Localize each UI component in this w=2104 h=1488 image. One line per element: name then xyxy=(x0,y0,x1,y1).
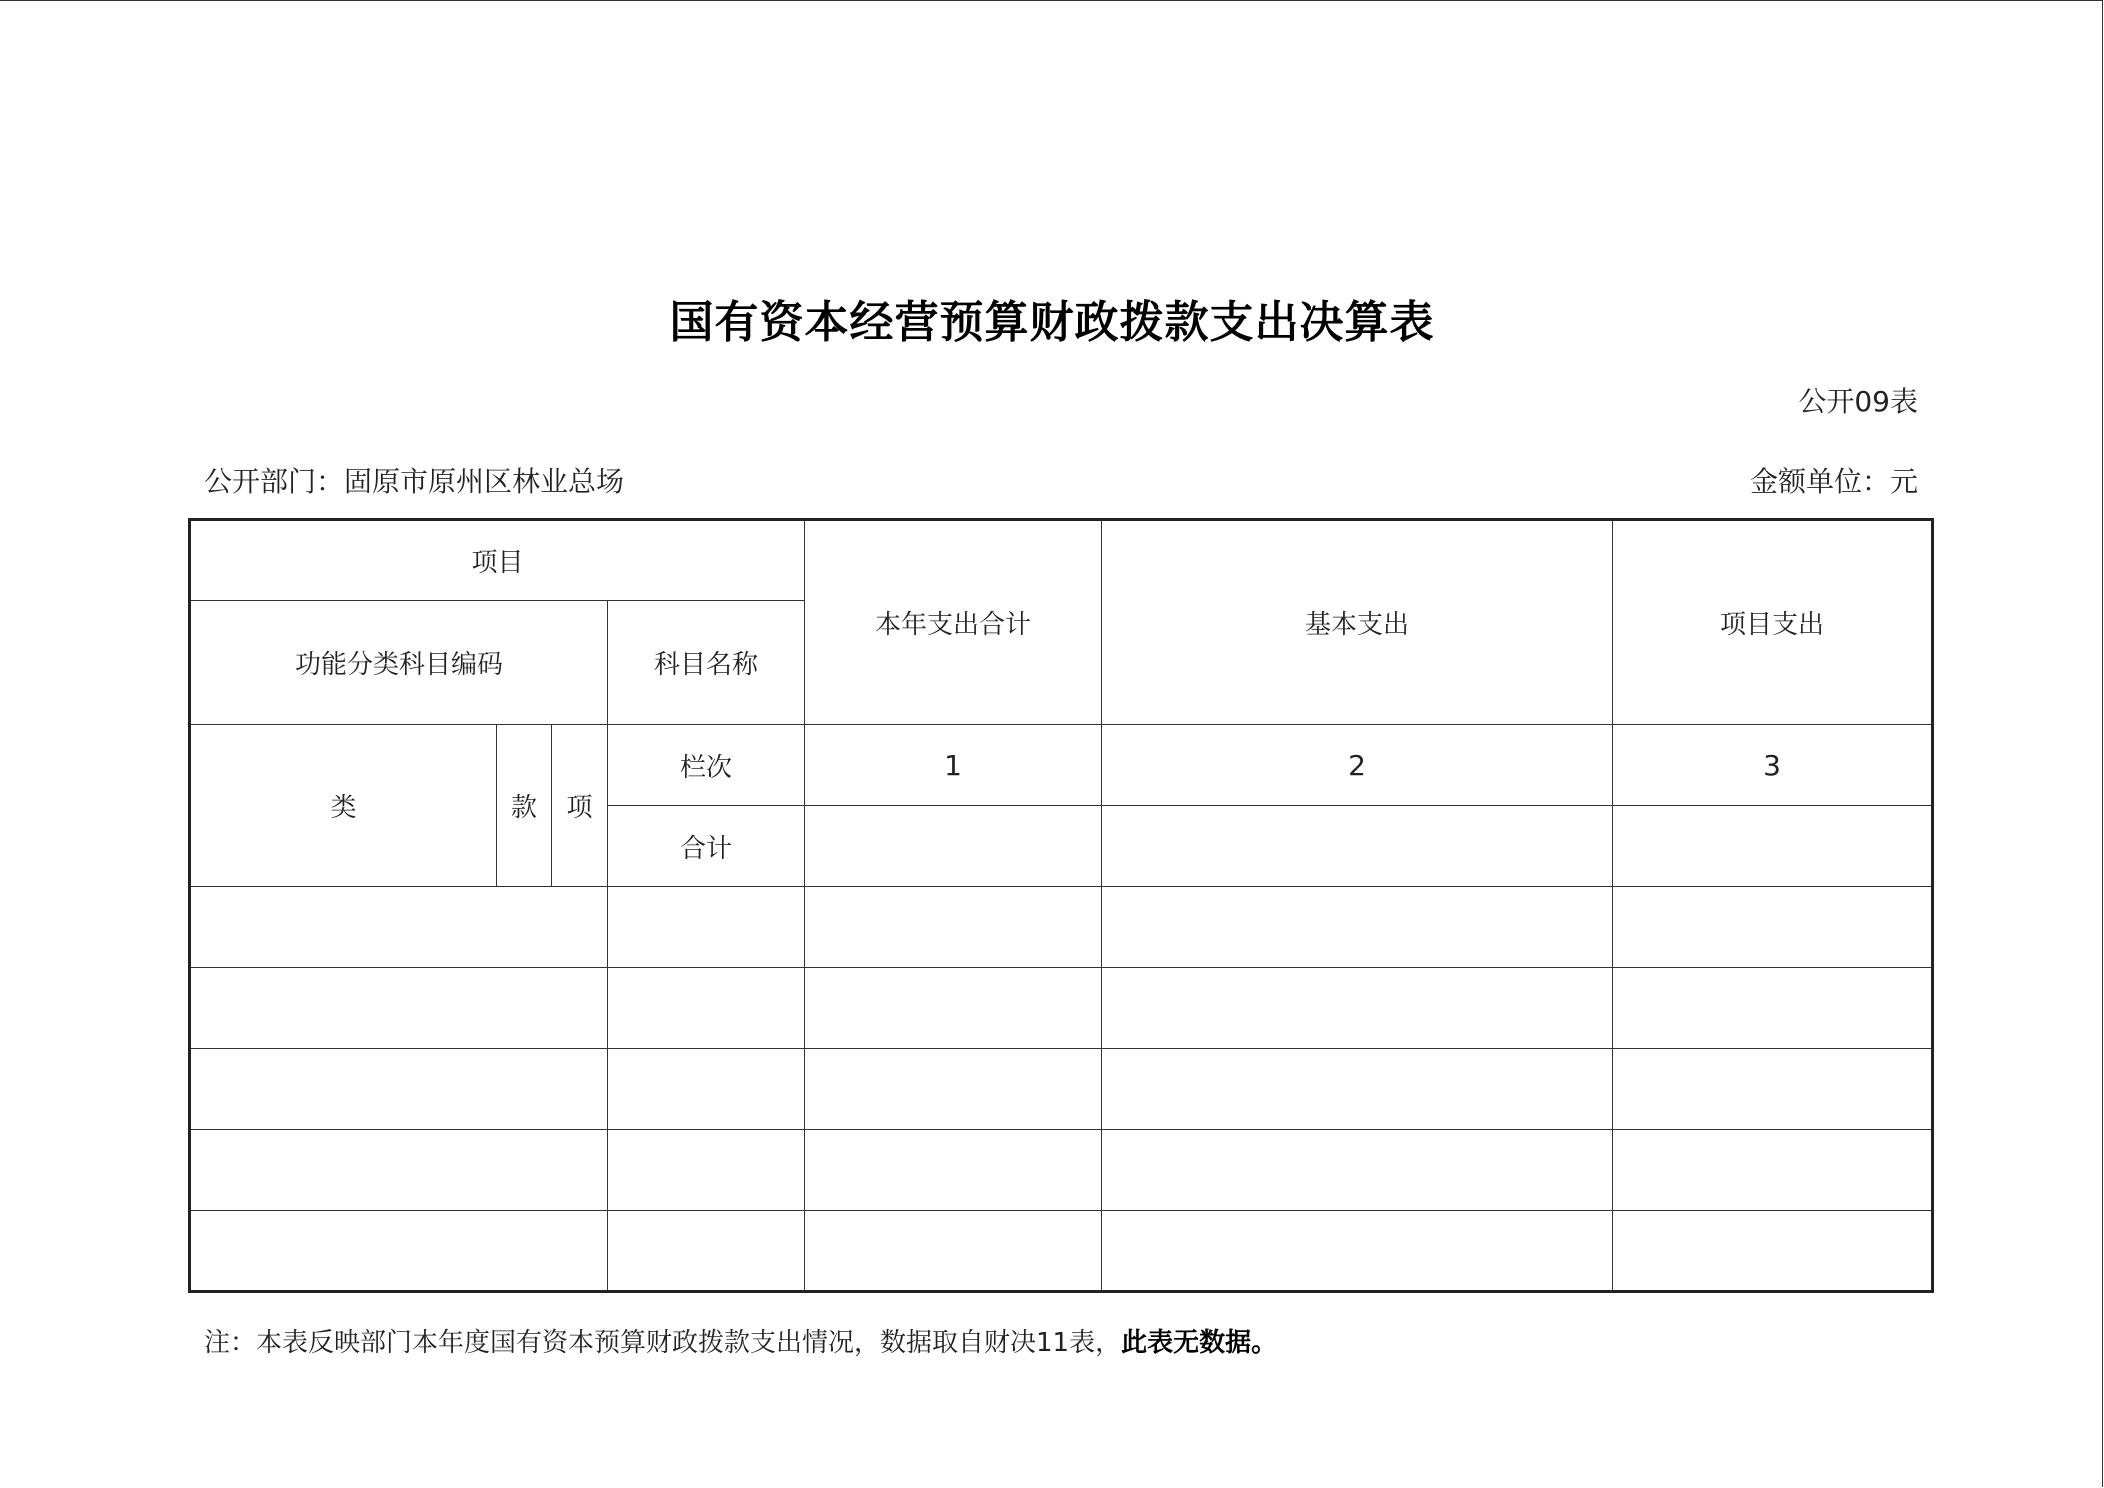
row-code xyxy=(190,968,608,1049)
column-no-label: 栏次 xyxy=(608,725,805,806)
row-code xyxy=(190,1211,608,1292)
header-subject-name: 科目名称 xyxy=(608,601,805,725)
table-row xyxy=(190,887,1933,968)
row-project xyxy=(1613,968,1933,1049)
table-row xyxy=(190,1049,1933,1130)
header-row-1 xyxy=(190,520,1933,601)
row-total xyxy=(805,1049,1102,1130)
expenditure-table xyxy=(188,518,1934,1293)
form-code: 公开09表 xyxy=(1798,385,1918,418)
table-row xyxy=(190,1211,1933,1292)
row-total xyxy=(805,887,1102,968)
row-basic xyxy=(1102,1211,1613,1292)
row-basic xyxy=(1102,1130,1613,1211)
column-number-row xyxy=(190,725,1933,806)
header-basic: 基本支出 xyxy=(1102,520,1613,725)
row-project xyxy=(1613,1211,1933,1292)
row-project xyxy=(1613,887,1933,968)
row-basic xyxy=(1102,1049,1613,1130)
row-code xyxy=(190,887,608,968)
footnote-text: 注：本表反映部门本年度国有资本预算财政拨款支出情况，数据取自财决11表， xyxy=(204,1328,1122,1358)
page-title: 国有资本经营预算财政拨款支出决算表 xyxy=(669,297,1435,348)
sum-total xyxy=(805,806,1102,887)
column-no-3: 3 xyxy=(1613,725,1933,806)
row-project xyxy=(1613,1049,1933,1130)
header-lei: 类 xyxy=(190,725,497,887)
row-name xyxy=(608,1049,805,1130)
sum-label: 合计 xyxy=(608,806,805,887)
department-label: 公开部门：固原市原州区林业总场 xyxy=(204,465,625,498)
row-basic xyxy=(1102,968,1613,1049)
row-name xyxy=(608,1211,805,1292)
row-total xyxy=(805,968,1102,1049)
footnote-emphasis: 此表无数据。 xyxy=(1121,1328,1278,1358)
header-kuan: 款 xyxy=(497,725,552,887)
table-row xyxy=(190,1130,1933,1211)
column-no-1: 1 xyxy=(805,725,1102,806)
sum-basic xyxy=(1102,806,1613,887)
header-xiang: 项 xyxy=(552,725,608,887)
row-project xyxy=(1613,1130,1933,1211)
row-code xyxy=(190,1049,608,1130)
header-project: 项目支出 xyxy=(1613,520,1933,725)
row-total xyxy=(805,1130,1102,1211)
header-item: 项目 xyxy=(190,520,805,601)
row-total xyxy=(805,1211,1102,1292)
amount-unit-label: 金额单位：元 xyxy=(1749,465,1918,498)
row-name xyxy=(608,968,805,1049)
row-basic xyxy=(1102,887,1613,968)
column-no-2: 2 xyxy=(1102,725,1613,806)
footnote xyxy=(204,1322,1277,1359)
header-func-code: 功能分类科目编码 xyxy=(190,601,608,725)
table-row xyxy=(190,968,1933,1049)
row-name xyxy=(608,887,805,968)
row-name xyxy=(608,1130,805,1211)
sum-project xyxy=(1613,806,1933,887)
row-code xyxy=(190,1130,608,1211)
header-total: 本年支出合计 xyxy=(805,520,1102,725)
